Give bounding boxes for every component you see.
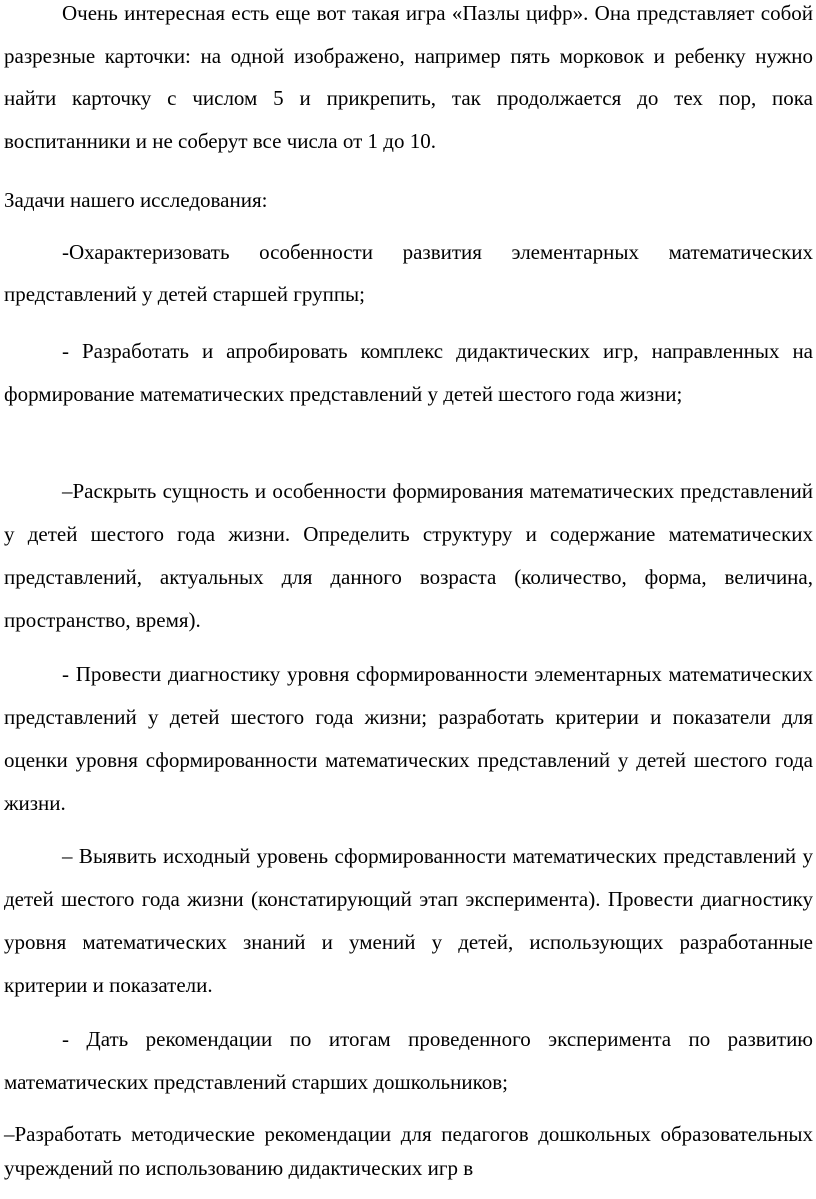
paragraph-task-diagnose: - Провести диагностику уровня сформированности элементарных математических представлений у детей шестого года жизни; разработать критерии и показатели для оценки уровня сформированности математических представлений у детей шестого года жизни. <box>4 662 813 815</box>
paragraph-tasks-heading: Задачи нашего исследования: <box>4 188 268 212</box>
paragraph-task-characterize: -Охарактеризовать особенности развития элементарных математических представлений у детей старшей группы; <box>4 240 813 306</box>
paragraph-task-recommend: - Дать рекомендации по итогам проведенного эксперимента по развитию математических представлений старших дошкольников; <box>4 1027 813 1094</box>
paragraph-task-methodical: –Разработать методические рекомендации для педагогов дошкольных образовательных учреждений по использованию дидактических игр в <box>4 1122 813 1180</box>
paragraph-task-develop: - Разработать и апробировать комплекс дидактических игр, направленных на формирование математических представлений у детей шестого года жизни; <box>4 339 813 406</box>
paragraph-task-reveal: –Раскрыть сущность и особенности формирования математических представлений у детей шестого года жизни. Определить структуру и содержание математических представлений, актуальных для данного возраста (количество, форма, величина, пространство, время). <box>4 479 813 632</box>
paragraph-puzzle-game: Очень интересная есть еще вот такая игра «Пазлы цифр». Она представляет собой разрезные карточки: на одной изображено, например пять морковок и ребенку нужно найти карточку с числом 5 и прикрепить, так продолжается до тех пор, пока воспитанники и не соберут все числа от 1 до 10. <box>4 1 813 153</box>
paragraph-task-identify: – Выявить исходный уровень сформированности математических представлений у детей шестого года жизни (констатирующий этап эксперимента). Провести диагностику уровня математических знаний и умений у детей, использующих разработанные критерии и показатели. <box>4 844 813 997</box>
